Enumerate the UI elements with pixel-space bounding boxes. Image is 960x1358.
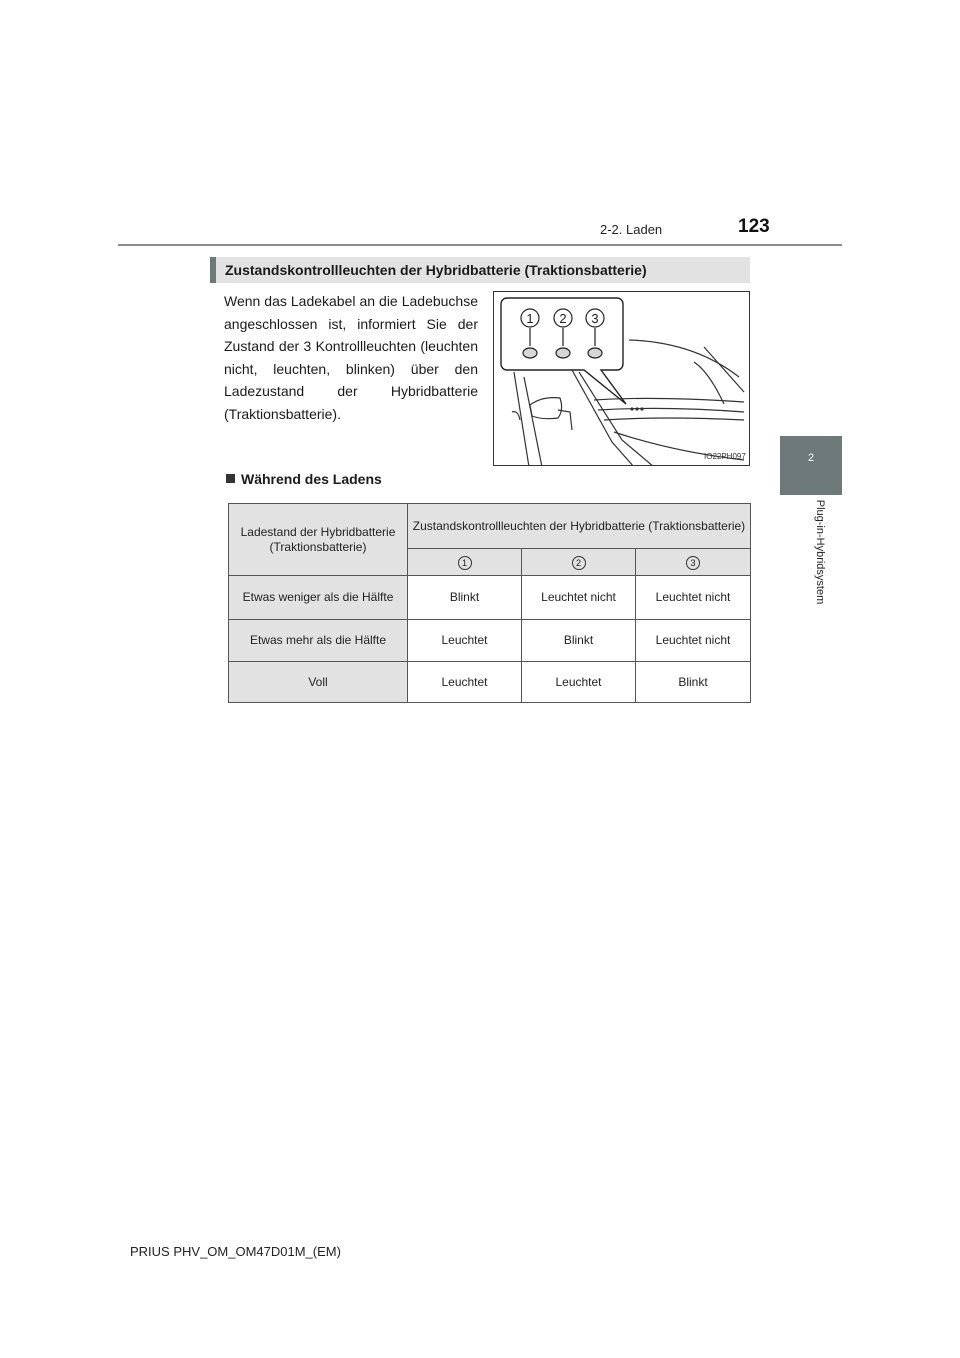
table-cell-lamp: Blinkt <box>636 662 751 703</box>
table-header-lamp-2 <box>522 549 636 576</box>
charging-status-table <box>228 503 751 703</box>
table-header-lamp-1 <box>408 549 522 576</box>
figure-callout-1: 1 <box>526 311 534 326</box>
circled-number-2-icon: 2 <box>572 556 586 570</box>
square-bullet-icon <box>226 474 235 483</box>
chapter-tab <box>780 436 842 495</box>
table-cell-lamp: Leuchtet <box>408 620 522 662</box>
table-row <box>229 576 751 620</box>
page-number: 123 <box>738 216 770 237</box>
table-row <box>229 620 751 662</box>
figure-callout-3: 3 <box>591 311 599 326</box>
document-footer: PRIUS PHV_OM_OM47D01M_(EM) <box>130 1244 341 1259</box>
section-title: Zustandskontrollleuchten der Hybridbatterie (Traktionsbatterie) <box>210 257 750 283</box>
table-cell-lamp: Leuchtet nicht <box>636 576 751 620</box>
intro-paragraph: Wenn das Ladekabel an die Ladebuchse angeschlossen ist, informiert Sie der Zustand der 3 Kontrollleuchten (leuchten nicht, leuchten, blinken) über den Ladezustand der Hybridbatterie (Traktionsbatterie). <box>224 293 478 422</box>
header-section-label: 2-2. Laden <box>600 222 663 237</box>
table-cell-lamp: Leuchtet nicht <box>522 576 636 620</box>
table-cell-lamp: Leuchtet <box>522 662 636 703</box>
charging-indicator-figure <box>493 291 750 466</box>
table-cell-lamp: Leuchtet <box>408 662 522 703</box>
table-cell-lamp: Blinkt <box>408 576 522 620</box>
circled-number-1-icon: 1 <box>458 556 472 570</box>
car-dashboard-illustration <box>494 292 750 466</box>
header-rule <box>118 244 842 246</box>
chapter-tab-number: 2 <box>807 452 815 464</box>
table-cell-lamp: Blinkt <box>522 620 636 662</box>
table-header-lamp-3 <box>636 549 751 576</box>
circled-number-3-icon: 3 <box>686 556 700 570</box>
figure-callout-2: 2 <box>559 311 567 326</box>
chapter-tab-label: Plug-in-Hybridsystem <box>814 499 826 605</box>
subheading-text: Während des Ladens <box>241 471 382 487</box>
table-cell-level: Etwas mehr als die Hälfte <box>229 620 408 662</box>
subheading-while-charging <box>226 471 382 487</box>
figure-code: IO22PH097 <box>704 452 746 461</box>
table-cell-level: Etwas weniger als die Hälfte <box>229 576 408 620</box>
table-cell-lamp: Leuchtet nicht <box>636 620 751 662</box>
table-header-charge-level: Ladestand der Hybridbatterie (Traktionsbatterie) <box>229 504 408 576</box>
table-row <box>229 662 751 703</box>
table-header-indicator-group: Zustandskontrollleuchten der Hybridbatterie (Traktionsbatterie) <box>408 504 751 549</box>
table-cell-level: Voll <box>229 662 408 703</box>
